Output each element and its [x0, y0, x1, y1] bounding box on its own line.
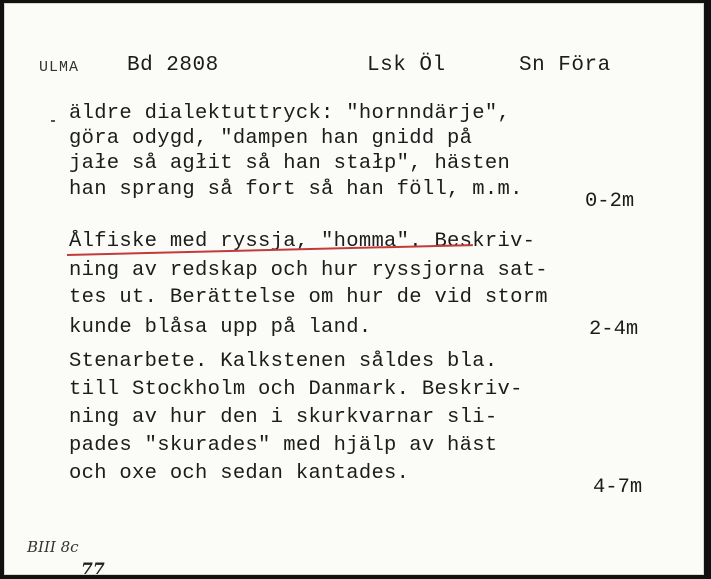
entry-line: och oxe och sedan kantades.	[69, 462, 410, 485]
margin-tick	[51, 120, 55, 122]
index-card	[4, 3, 704, 575]
entry-3	[69, 350, 669, 510]
entry-line: kunde blåsa upp på land.	[69, 316, 372, 339]
entry-line: Stenarbete. Kalkstenen såldes bla.	[69, 350, 498, 373]
handwritten-signature: BIII 8c	[27, 538, 79, 556]
duration-label: 0-2m	[585, 190, 635, 213]
entry-line: göra odygd, "dampen han gnidd på	[69, 127, 473, 150]
landskap-label: Lsk Öl	[367, 54, 446, 77]
duration-label: 4-7m	[593, 476, 643, 499]
entry-line: till Stockholm och Danmark. Beskriv-	[69, 378, 523, 401]
entry-line: pades "skurades" med hjälp av häst	[69, 434, 498, 457]
entry-line: tes ut. Berättelse om hur de vid storm	[69, 286, 548, 309]
socken-label: Sn Föra	[519, 54, 611, 77]
record-number: Bd 2808	[127, 54, 219, 77]
entry-line: Ålfiske med ryssja, "homma". Beskriv-	[69, 230, 536, 253]
entry-line: äldre dialektuttryck: "hornndärje",	[69, 102, 511, 125]
entry-line: han sprang så fort så han föll, m.m.	[69, 178, 523, 201]
entry-1	[69, 102, 669, 222]
entry-line: ning av redskap och hur ryssjorna sat-	[69, 259, 548, 282]
duration-label: 2-4m	[589, 318, 639, 341]
handwritten-number: 77	[81, 560, 105, 575]
archive-mark: ULMA	[39, 59, 80, 76]
entry-line: ning av hur den i skurkvarnar sli-	[69, 406, 498, 429]
entry-line: jałe så agłit så han stałp", hästen	[69, 152, 511, 175]
